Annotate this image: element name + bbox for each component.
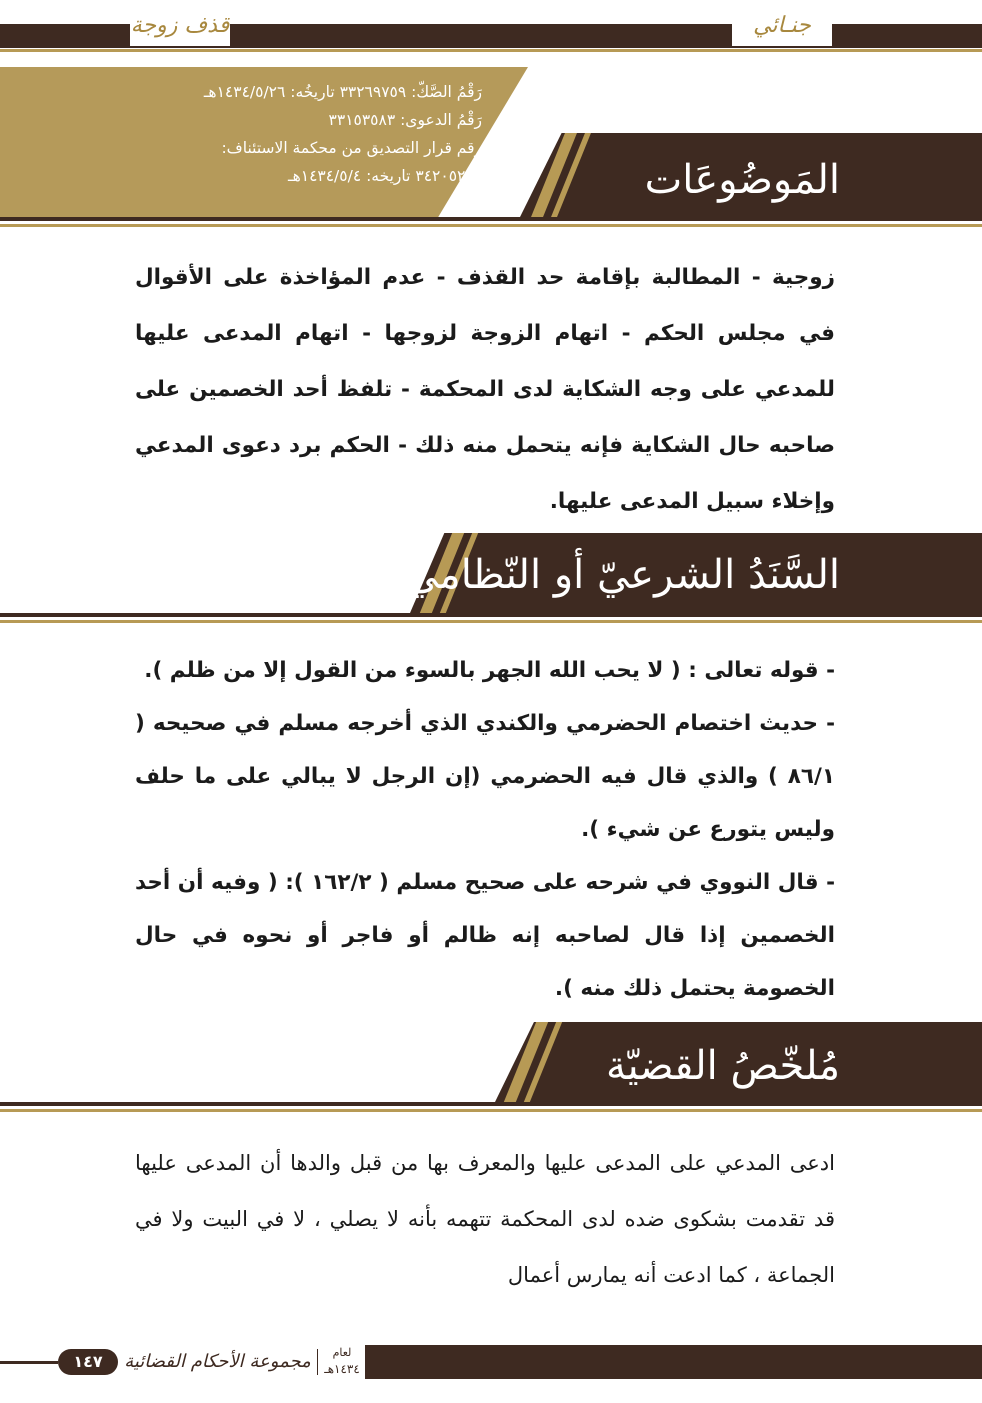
footer-series-title: مجموعة الأحكام القضائية bbox=[124, 1351, 311, 1372]
footer-left-line bbox=[0, 1361, 58, 1364]
topics-title: المَوضُوعَات bbox=[644, 157, 840, 203]
summary-rule bbox=[0, 1102, 982, 1106]
header-gold-line bbox=[0, 49, 982, 52]
chapter-label: جنـائي bbox=[732, 6, 832, 46]
basis-nawawi: - قال النووي في شرحه على صحيح مسلم ( ١٦٢/٢ ): ( وفيه أن أحد الخصمين إذا قال لصاحبه إنه ظالم أو فاجر أو نحوه في حال الخصومة يحتمل ذلك منه ). bbox=[135, 870, 835, 1001]
page-number: ١٤٧ bbox=[58, 1349, 118, 1375]
basis-quran-verse: - قوله تعالى : ( لا يحب الله الجهر بالسوء من القول إلا من ظلم ). bbox=[144, 658, 835, 683]
footer-year: ١٤٣٤هـ bbox=[324, 1362, 360, 1376]
case-claim-number: رَقْمُ الدعوى: ٣٣١٥٣٥٨٣ bbox=[328, 111, 482, 129]
case-deed-number: رَقْمُ الصَّكّ: ٣٣٢٦٩٧٥٩ تاريخُه: ١٤٣٤/٥/٢٦هـ bbox=[203, 83, 482, 101]
case-info bbox=[20, 78, 482, 190]
basis-rule bbox=[0, 613, 982, 617]
summary-title: مُلخّصُ القضيّة bbox=[606, 1043, 840, 1089]
topics-text: زوجية - المطالبة بإقامة حد القذف - عدم المؤاخذة على الأقوال في مجلس الحكم - اتهام الزوجة لزوجها - اتهام المدعى عليها للمدعي على وجه الشكاية لدى المحكمة - تلفظ أحد الخصمين على صاحبه حال الشكاية فإنه يتحمل منه ذلك - الحكم برد دعوى المدعي وإخلاء سبيل المدعى عليها. bbox=[135, 265, 835, 514]
basis-text bbox=[135, 644, 835, 1015]
footer-year-label: لعام bbox=[332, 1346, 352, 1359]
basis-hadith: - حديث اختصام الحضرمي والكندي الذي أخرجه مسلم في صحيحه ( ٨٦/١ ) والذي قال فيه الحضرمي (إن الرجل لا يبالي على ما حلف وليس يتورع عن شيء ). bbox=[135, 711, 835, 842]
summary-text: ادعى المدعي على المدعى عليها والمعرف بها من قبل والدها أن المدعى عليها قد تقدمت بشكوى ضده لدى المحكمة تتهمه بأنه لا يصلي ، لا في البيت ولا في الجماعة ، كما ادعت أنه يمارس أعمال bbox=[135, 1151, 835, 1287]
topics-rule bbox=[0, 217, 982, 221]
footer-bar bbox=[365, 1345, 982, 1379]
footer-divider bbox=[317, 1349, 318, 1375]
basis-rule-gold bbox=[0, 620, 982, 623]
topics-rule-gold bbox=[0, 224, 982, 227]
case-appeal-number: ٣٤٢٠٥٢٥٢ تاريخه: ١٤٣٤/٥/٤هـ bbox=[288, 167, 482, 185]
basis-title: السَّنَدُ الشرعيّ أو النّظاميّ bbox=[405, 552, 840, 598]
topic-label: قذف زوجة bbox=[130, 6, 230, 46]
case-appeal-label: رقم قرار التصديق من محكمة الاستئناف: bbox=[221, 139, 482, 157]
summary-rule-gold bbox=[0, 1109, 982, 1112]
